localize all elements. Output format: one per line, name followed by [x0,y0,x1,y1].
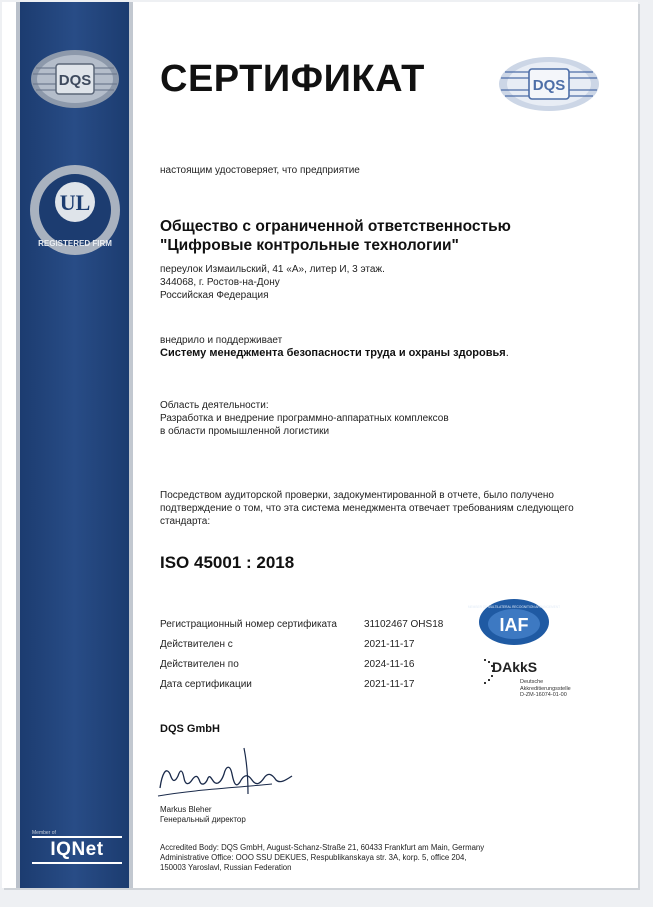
dakks-logo-text: DAkkS [492,659,538,675]
standard-name: ISO 45001 : 2018 [160,553,295,572]
management-system [160,347,509,359]
detail-value: 2021-11-17 [364,639,415,650]
iqnet-member-label: Member of [32,830,56,836]
scope-label: Область деятельности: [160,400,269,411]
intro-text: настоящим удостоверяет, что предприятие [160,165,360,176]
scope-block [160,399,449,438]
dqs-logo-text: DQS [58,72,92,89]
dakks-subtext-line: Deutsche [520,679,544,685]
detail-label: Действителен с [160,639,233,650]
audit-line: подтверждение о том, что эта система менеджмента отвечает требованиям следующего [160,503,574,514]
dqs-header-logo-text: DQS [532,77,566,94]
detail-label: Действителен по [160,659,239,670]
footer-address [160,843,484,873]
detail-value: 2024-11-16 [364,659,415,670]
management-system-name: Систему менеджмента безопасности труда и охраны здоровья [160,347,506,359]
scope-line: Разработка и внедрение программно-аппаратных комплексов [160,413,449,424]
footer-line: Administrative Office: OOO SSU DEKUES, Respublikanskaya str. 3A, korp. 5, office 204, [160,853,467,862]
organization-name-line2: "Цифровые контрольные технологии" [160,237,459,254]
address-line: 344068, г. Ростов-на-Дону [160,277,280,288]
detail-label: Регистрационный номер сертификата [160,619,337,630]
address-line: переулок Измаильский, 41 «А», литер И, 3 этаж. [160,264,385,275]
address-line: Российская Федерация [160,290,269,301]
organization-address [160,263,385,302]
implemented-text: внедрило и поддерживает [160,335,283,346]
iaf-logo-text: IAF [499,615,529,635]
scope-line: в области промышленной логистики [160,426,330,437]
side-band [20,2,129,888]
certificate-title: СЕРТИФИКАТ [160,58,425,100]
certificate-sheet [2,2,638,888]
signature-icon [152,744,302,804]
detail-label: Дата сертификации [160,679,252,690]
dqs-logo-icon [26,46,124,112]
organization-name-line1: Общество с ограниченной ответственностью [160,218,511,235]
signatory-role: Генеральный директор [160,815,246,824]
detail-value: 31102467 OHS18 [364,619,444,630]
ul-ring-text: REGISTERED FIRM [38,239,112,248]
dakks-subtext [520,679,571,699]
ul-logo-text: UL [59,190,91,215]
dqs-header-logo-icon [497,54,601,114]
ul-registered-firm-icon [27,162,123,258]
audit-line: Посредством аудиторской проверки, задокументированной в отчете, было получено [160,490,554,501]
iaf-logo-icon [467,598,561,646]
signatory [160,805,246,825]
iaf-ring-text: MEMBER OF MULTILATERAL RECOGNITION ARRANGEMENT [467,605,561,609]
iqnet-logo-text: IQNet [32,836,122,864]
band-edge-right [129,2,133,888]
detail-value: 2021-11-17 [364,679,415,690]
dakks-subtext-line: Akkreditierungsstelle [520,685,571,692]
dakks-code: D-ZM-16074-01-00 [520,692,567,698]
organization-name [160,217,511,255]
audit-text [160,489,574,528]
iqnet-logo-icon [32,830,122,864]
signatory-name: Markus Bleher [160,805,212,814]
audit-line: стандарта: [160,516,211,527]
footer-line: 150003 Yaroslavl, Russian Federation [160,863,292,872]
footer-line: Accredited Body: DQS GmbH, August-Schanz-Straße 21, 60433 Frankfurt am Main, Germany [160,843,485,852]
management-system-suffix: . [505,347,509,359]
issuer-name: DQS GmbH [160,723,220,735]
